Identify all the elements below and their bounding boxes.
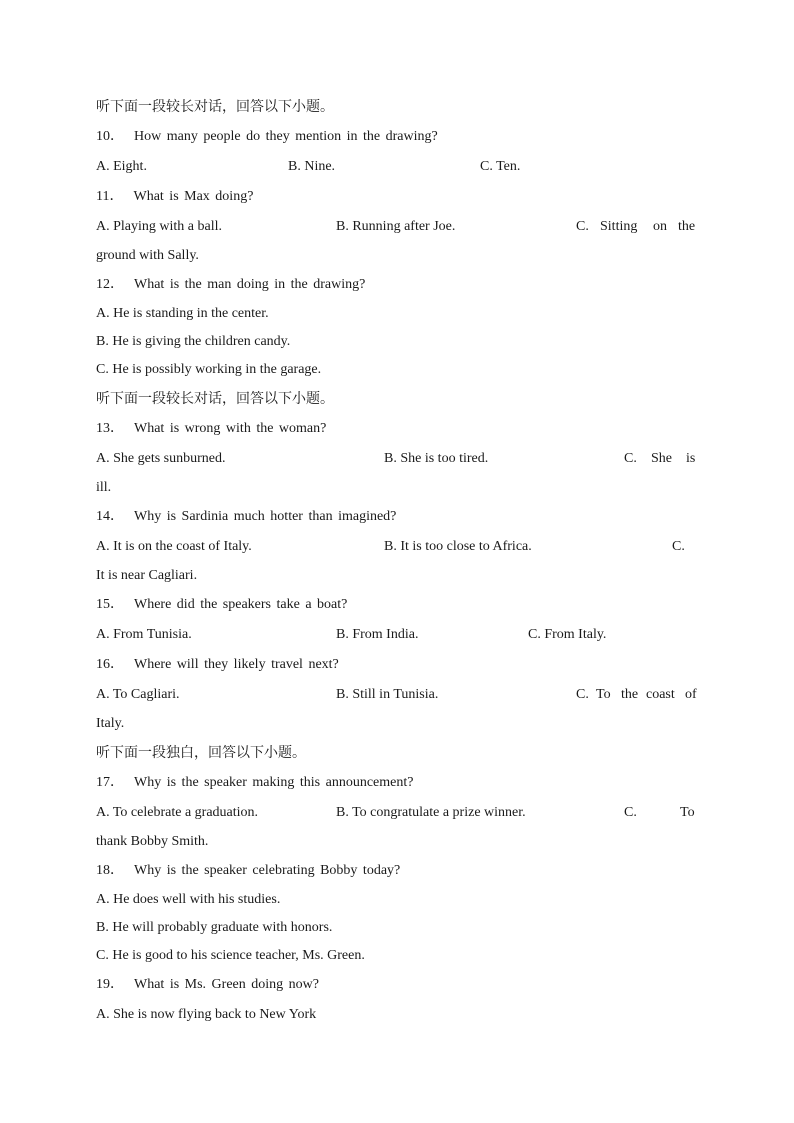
question-18 [96, 856, 698, 886]
option-a: A. He is standing in the center. [96, 306, 269, 321]
section-heading: 听下面一段较长对话，回答以下小题。 [96, 391, 334, 407]
option-a: A. She is now flying back to New York [96, 1007, 317, 1022]
question-text: What is wrong with the woman? [134, 421, 327, 436]
option-c-word: Sitting [600, 219, 638, 234]
options-10 [96, 152, 698, 182]
option-c-label: C. [576, 219, 589, 234]
option-b: B. He is giving the children candy. [96, 334, 291, 349]
options-14 [96, 532, 698, 562]
question-text: How many people do they mention in the drawing? [134, 129, 438, 144]
option-c-continuation: thank Bobby Smith. [96, 834, 209, 849]
option-c: C. He is good to his science teacher, Ms. Green. [96, 948, 365, 963]
option-c-word: the [678, 219, 696, 234]
options-13 [96, 444, 698, 474]
option-b: B. She is too tired. [384, 451, 489, 466]
options-11 [96, 212, 698, 242]
question-12 [96, 270, 698, 300]
option-b: B. It is too close to Africa. [384, 539, 532, 554]
question-16 [96, 650, 698, 680]
option-b: B. Still in Tunisia. [336, 687, 439, 702]
option-a: A. Playing with a ball. [96, 219, 222, 234]
option-b: B. Running after Joe. [336, 219, 456, 234]
question-17 [96, 768, 698, 798]
option-b: B. He will probably graduate with honors. [96, 920, 333, 935]
options-15 [96, 620, 698, 650]
question-text: Why is the speaker celebrating Bobby today? [134, 863, 401, 878]
option-c-continuation: ground with Sally. [96, 248, 199, 263]
question-text: Why is the speaker making this announcement? [134, 775, 414, 790]
option-c-label: C. [624, 451, 637, 466]
question-number: 12． [96, 277, 124, 292]
question-text: What is Ms. Green doing now? [134, 977, 319, 992]
question-10 [96, 122, 698, 152]
question-number: 15． [96, 597, 124, 612]
question-13 [96, 414, 698, 444]
option-c: C. From Italy. [528, 627, 607, 642]
option-a: A. It is on the coast of Italy. [96, 539, 252, 554]
option-a: A. She gets sunburned. [96, 451, 226, 466]
option-a: A. Eight. [96, 159, 147, 174]
option-c-word: To [680, 805, 695, 820]
question-number: 11． [96, 189, 124, 204]
options-16 [96, 680, 698, 710]
option-c: C. Ten. [480, 159, 521, 174]
question-11 [96, 182, 698, 212]
option-b: B. From India. [336, 627, 419, 642]
option-c-word: on [653, 219, 667, 234]
option-c-label: C. [576, 687, 589, 702]
option-c-continuation: Italy. [96, 716, 125, 731]
question-text: Why is Sardinia much hotter than imagined? [134, 509, 397, 524]
option-b: B. To congratulate a prize winner. [336, 805, 526, 820]
option-a: A. He does well with his studies. [96, 892, 281, 907]
question-text: Where did the speakers take a boat? [134, 597, 348, 612]
question-19 [96, 970, 698, 1000]
option-c-word: is [686, 451, 696, 466]
option-c-label: C. [624, 805, 637, 820]
question-number: 19． [96, 977, 124, 992]
option-c-word: of [685, 687, 697, 702]
option-a: A. From Tunisia. [96, 627, 192, 642]
option-a: A. To celebrate a graduation. [96, 805, 259, 820]
question-14 [96, 502, 698, 532]
question-number: 13． [96, 421, 124, 436]
option-c-continuation: It is near Cagliari. [96, 568, 198, 583]
section-heading: 听下面一段较长对话，回答以下小题。 [96, 99, 334, 115]
option-c-word: To [596, 687, 611, 702]
section-heading: 听下面一段独白，回答以下小题。 [96, 745, 306, 761]
question-number: 10． [96, 129, 124, 144]
question-number: 14． [96, 509, 124, 524]
option-c: C. He is possibly working in the garage. [96, 362, 322, 377]
options-17 [96, 798, 698, 828]
exam-page [96, 92, 698, 1030]
option-a: A. To Cagliari. [96, 687, 180, 702]
option-c-word: coast [646, 687, 675, 702]
option-c-word: She [651, 451, 672, 466]
option-c-label: C. [672, 539, 685, 554]
question-number: 17． [96, 775, 124, 790]
option-b: B. Nine. [288, 159, 336, 174]
question-number: 16． [96, 657, 124, 672]
option-c-continuation: ill. [96, 480, 112, 495]
question-text: What is the man doing in the drawing? [134, 277, 366, 292]
question-text: What is Max doing? [133, 189, 254, 204]
question-text: Where will they likely travel next? [134, 657, 339, 672]
question-number: 18． [96, 863, 124, 878]
option-c-word: the [621, 687, 639, 702]
question-15 [96, 590, 698, 620]
